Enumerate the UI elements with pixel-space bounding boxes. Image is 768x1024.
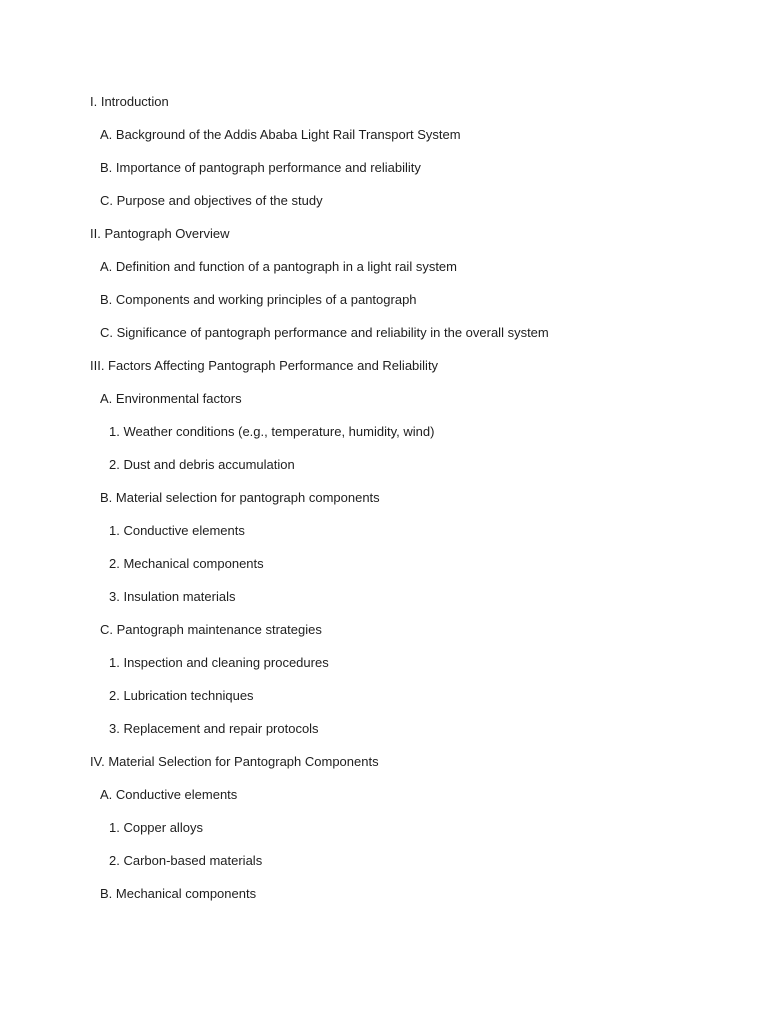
outline-item: 2. Dust and debris accumulation (109, 457, 295, 472)
outline-item: 1. Weather conditions (e.g., temperature, humidity, wind) (109, 424, 435, 439)
outline-subheading: A. Environmental factors (100, 391, 242, 406)
outline-item: 1. Copper alloys (109, 820, 203, 835)
outline-subheading: B. Mechanical components (100, 886, 257, 901)
outline-heading: III. Factors Affecting Pantograph Performance and Reliability (90, 358, 439, 373)
outline-subheading: A. Conductive elements (100, 787, 238, 802)
outline-subheading: A. Definition and function of a pantograph in a light rail system (100, 259, 457, 274)
outline-heading: II. Pantograph Overview (90, 226, 230, 241)
outline-item: 1. Inspection and cleaning procedures (109, 655, 329, 670)
outline-subheading: C. Significance of pantograph performance and reliability in the overall system (100, 325, 549, 340)
outline-subheading: C. Purpose and objectives of the study (100, 193, 323, 208)
outline-heading: I. Introduction (90, 94, 169, 109)
outline-item: 2. Mechanical components (109, 556, 264, 571)
outline-item: 2. Carbon-based materials (109, 853, 263, 868)
outline-subheading: B. Importance of pantograph performance and reliability (100, 160, 421, 175)
outline-subheading: C. Pantograph maintenance strategies (100, 622, 322, 637)
outline-subheading: B. Components and working principles of a pantograph (100, 292, 417, 307)
outline-item: 3. Replacement and repair protocols (109, 721, 319, 736)
outline-item: 3. Insulation materials (109, 589, 236, 604)
document-outline (90, 93, 549, 918)
outline-item: 1. Conductive elements (109, 523, 245, 538)
outline-subheading: B. Material selection for pantograph components (100, 490, 380, 505)
outline-item: 2. Lubrication techniques (109, 688, 254, 703)
outline-heading: IV. Material Selection for Pantograph Components (90, 754, 379, 769)
outline-subheading: A. Background of the Addis Ababa Light Rail Transport System (100, 127, 461, 142)
